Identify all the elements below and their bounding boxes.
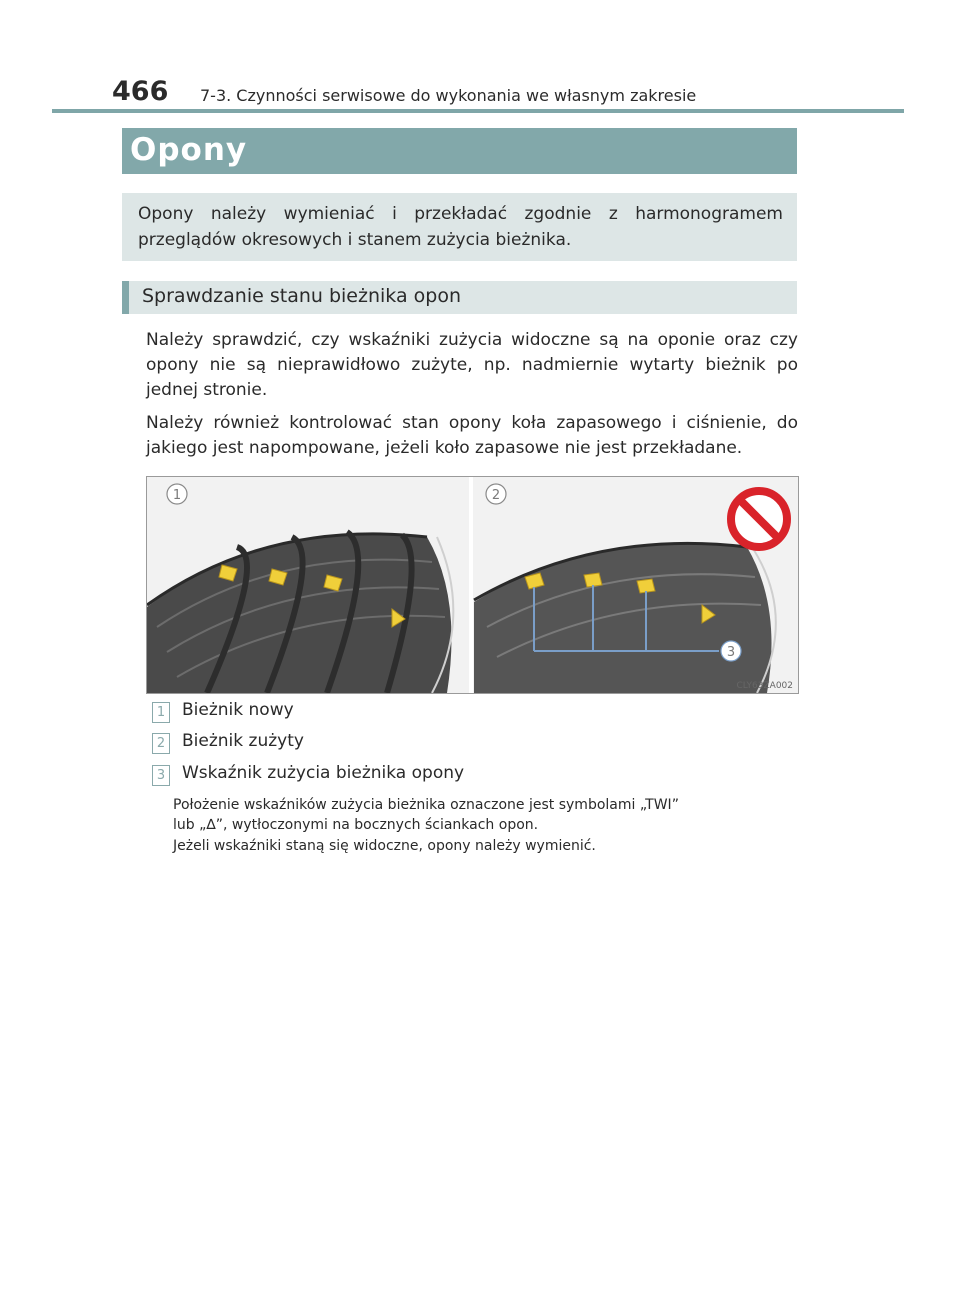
header-rule <box>52 109 904 113</box>
legend-number: 2 <box>152 733 170 754</box>
legend-number: 1 <box>152 702 170 723</box>
intro-text: Opony należy wymieniać i przekładać zgodnie z harmonogramem przeglądów okresowych i stanem zużycia bieżnika. <box>138 204 783 250</box>
legend-label: Bieżnik zużyty <box>182 731 304 751</box>
panel-2-number: 2 <box>491 488 501 503</box>
legend-number: 3 <box>152 765 170 786</box>
subheading: Sprawdzanie stanu bieżnika opon <box>142 285 461 307</box>
section-title: 7-3. Czynności serwisowe do wykonania we własnym zakresie <box>200 86 697 105</box>
intro-box <box>122 193 797 261</box>
page-number: 466 <box>112 76 169 107</box>
worn-indicator-2 <box>584 573 602 587</box>
title-bar <box>122 128 797 174</box>
prohibition-icon <box>731 491 787 547</box>
paragraph-2: Należy również kontrolować stan opony koła zapasowego i ciśnienie, do jakiego jest napompowane, jeżeli koło zapasowe nie jest przekładane. <box>146 413 798 458</box>
worn-indicator-3 <box>637 579 655 593</box>
page-title: Opony <box>130 132 248 168</box>
legend-label: Bieżnik nowy <box>182 700 294 720</box>
subheading-bar <box>122 281 797 314</box>
panel-1-number: 1 <box>172 488 182 503</box>
paragraph-1: Należy sprawdzić, czy wskaźniki zużycia widoczne są na oponie oraz czy opony nie są nieprawidłowo zużyte, np. nadmiernie wytarty bieżnik po jednej stronie. <box>146 330 798 400</box>
note-line-1: Położenie wskaźników zużycia bieżnika oznaczone jest symbolami „TWI” <box>173 797 679 813</box>
tire-tread-figure <box>146 476 799 694</box>
page-header <box>0 0 960 120</box>
image-code: CLY63ZA002 <box>736 681 793 691</box>
callout-3-number: 3 <box>726 645 736 660</box>
legend-label: Wskaźnik zużycia bieżnika opony <box>182 763 465 783</box>
note-line-3: Jeżeli wskaźniki staną się widoczne, opony należy wymienić. <box>173 838 596 854</box>
note-line-2: lub „∆”, wytłoczonymi na bocznych ściankach opon. <box>173 817 539 833</box>
subheading-accent <box>122 281 129 314</box>
tire-illustration <box>147 477 798 693</box>
